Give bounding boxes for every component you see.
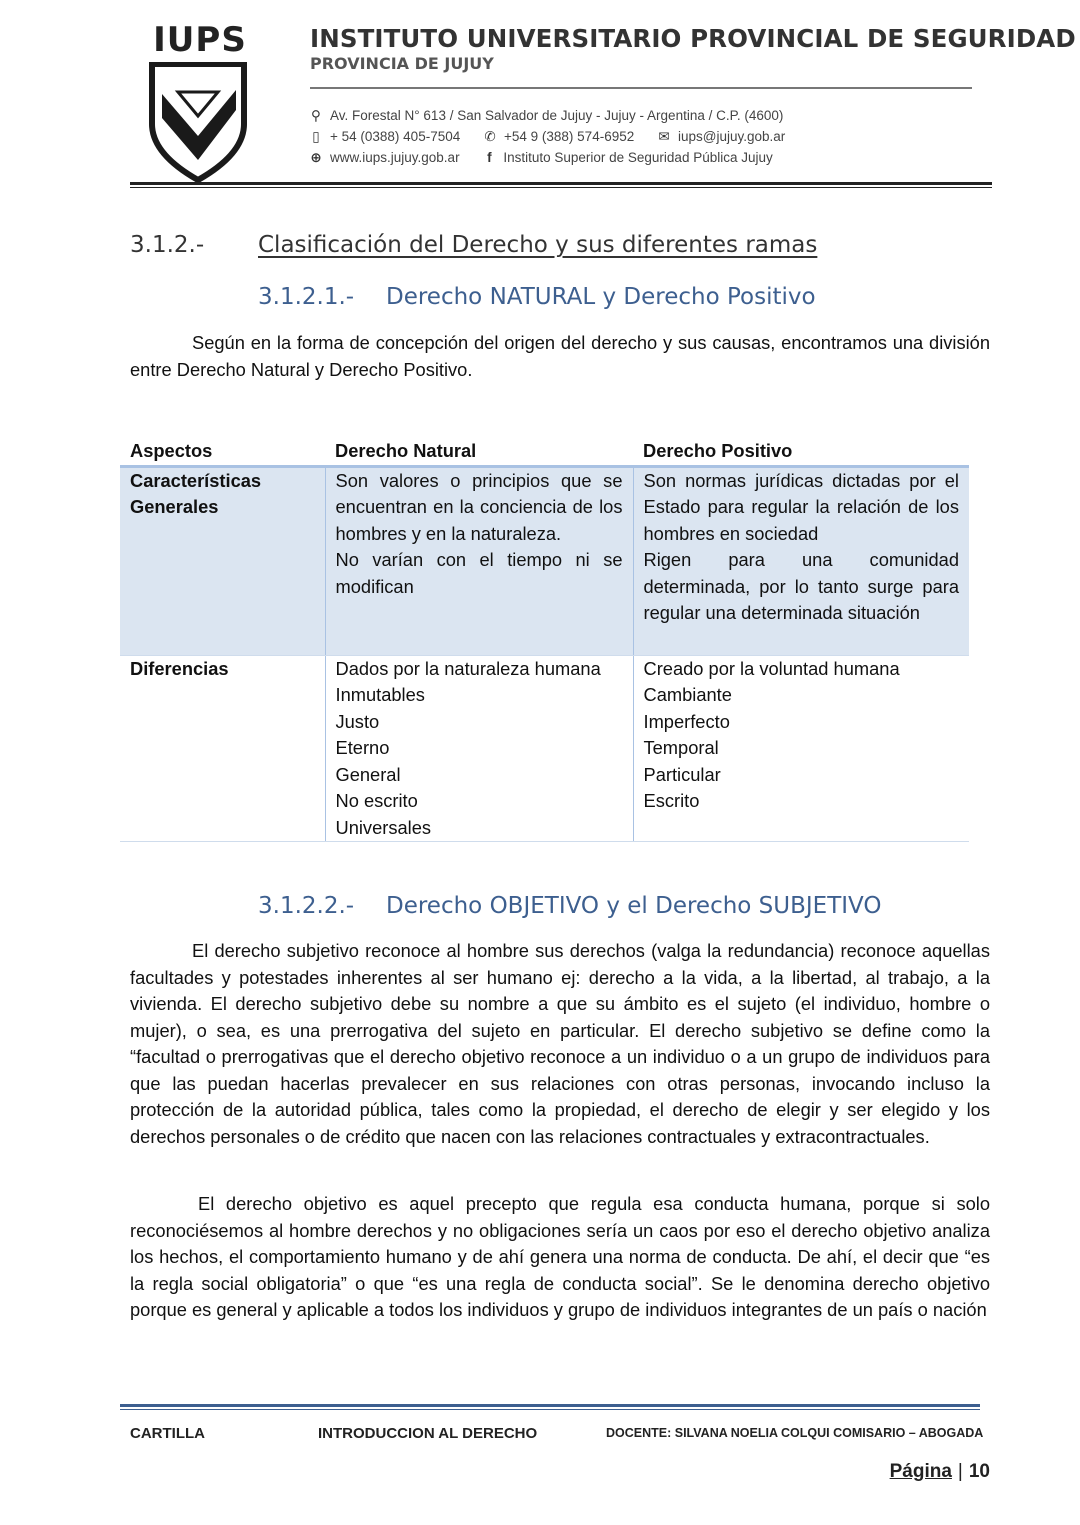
phone-icon: ▯: [312, 129, 320, 144]
page-separator: |: [957, 1461, 963, 1482]
header-rule-thick: [130, 182, 992, 185]
row-label-diferencias: Diferencias: [120, 655, 325, 842]
section-title: Clasificación del Derecho y sus diferentes ramas: [258, 232, 818, 258]
subsection-2-number: 3.1.2.2.-: [258, 893, 355, 919]
facebook-text: Instituto Superior de Seguridad Pública Jujuy: [503, 150, 773, 165]
cell-natural-caracteristicas: Son valores o principios que se encuentran en la conciencia de los hombres y en la naturaleza. No varían con el tiempo ni se modifican: [325, 466, 633, 655]
phone-text: + 54 (0388) 405-7504: [330, 129, 461, 144]
page-number: [890, 1461, 990, 1483]
shield-icon: [148, 62, 248, 182]
subsection-2-title: Derecho OBJETIVO y el Derecho SUBJETIVO: [386, 893, 882, 919]
cell-natural-diferencias: Dados por la naturaleza humana Inmutables Justo Eterno General No escrito Universales: [325, 655, 633, 842]
location-pin-icon: ⚲: [311, 108, 321, 123]
institution-province: PROVINCIA DE JUJUY: [310, 54, 494, 73]
institution-name: INSTITUTO UNIVERSITARIO PROVINCIAL DE SEGURIDAD: [310, 24, 1076, 53]
subsection-heading-1: [258, 284, 816, 310]
address-line: [308, 108, 783, 124]
cell-positivo-caracteristicas: Son normas jurídicas dictadas por el Estado para regular la relación de los hombres en sociedad Rigen para una comunidad determinada, por lo tanto surge para regular una determinada situación: [633, 466, 969, 655]
section-heading: [130, 232, 817, 258]
page-label: Página: [889, 1461, 952, 1482]
website-text: www.iups.jujuy.gob.ar: [330, 150, 460, 165]
table-header-row: [120, 438, 969, 466]
header-aspectos: Aspectos: [120, 438, 325, 466]
table-row: [120, 655, 969, 842]
email-icon: ✉: [658, 129, 670, 144]
facebook-icon: f: [487, 150, 492, 165]
subsection-1-number: 3.1.2.1.-: [258, 284, 355, 310]
objective-law-paragraph: El derecho objetivo es aquel precepto que regula esa conducta humana, porque si solo reconociésemos al hombre derechos y no obligaciones sería un caos por eso el derecho objetivo analiza los hechos, el comportamiento humano y de ahí genera una norma de conducta. De ahí, el decir que “es la regla social obligatoria” o que “es una regla de conducta social”. Se le denomina derecho objetivo porque es general y aplicable a todos los individuos y grupo de individuos integrantes de un país o nación: [130, 1193, 990, 1320]
footer-rule-thick: [120, 1404, 980, 1407]
table-row: [120, 466, 969, 655]
page-header: [130, 18, 1076, 190]
cell-positivo-diferencias: Creado por la voluntad humana Cambiante Imperfecto Temporal Particular Escrito: [633, 655, 969, 842]
section-number: 3.1.2.-: [130, 232, 205, 258]
iups-logo: [144, 18, 252, 183]
web-line: [308, 150, 773, 166]
whatsapp-text: +54 9 (388) 574-6952: [504, 129, 635, 144]
comparison-table: [120, 438, 969, 842]
whatsapp-icon: ✆: [484, 129, 496, 144]
subsection-heading-2: [258, 893, 881, 919]
intro-paragraph: Según en la forma de concepción del origen del derecho y sus causas, encontramos una división entre Derecho Natural y Derecho Positivo.: [130, 332, 990, 380]
footer-rule-thin: [120, 1409, 980, 1410]
header-derecho-positivo: Derecho Positivo: [633, 438, 969, 466]
page-number-value: 10: [968, 1461, 990, 1482]
email-text: iups@jujuy.gob.ar: [678, 129, 786, 144]
footer-center: INTRODUCCION AL DERECHO: [318, 1425, 538, 1442]
subjective-law-paragraph: El derecho subjetivo reconoce al hombre sus derechos (valga la redundancia) reconoce aquellas facultades y potestades inherentes al ser humano ej: derecho a la vida, a la libertad, al trabajo, a la vivienda. El derecho subjetivo debe su nombre a que su ámbito es el sujeto (el individuo, hombre o mujer), o sea, es una prerrogativa del sujeto en particular. El derecho subjetivo se define como la “facultad o prerrogativas que el derecho objetivo reconoce a un individuo o a un grupo de individuos para que las puedan hacerlas prevalecer en sus relaciones con otras personas, invocando incluso la protección de la autoridad pública, tales como la propiedad, el derecho de elegir y ser elegido y los derechos personales o de crédito que nacen con las relaciones contractuales y extracontractuales.: [130, 940, 990, 1147]
header-rule-thin: [130, 187, 992, 188]
subsection-1-title: Derecho NATURAL y Derecho Positivo: [386, 284, 816, 310]
header-divider: [310, 87, 972, 89]
phone-line: [308, 129, 785, 145]
logo-text: IUPS: [153, 20, 247, 60]
header-derecho-natural: Derecho Natural: [325, 438, 633, 466]
address-text: Av. Forestal N° 613 / San Salvador de Jujuy - Jujuy - Argentina / C.P. (4600): [330, 108, 784, 123]
footer-left: CARTILLA: [130, 1425, 205, 1442]
footer-right: DOCENTE: SILVANA NOELIA COLQUI COMISARIO – ABOGADA: [606, 1426, 984, 1440]
globe-icon: ⊕: [310, 150, 322, 165]
row-label-caracteristicas: Características Generales: [120, 466, 325, 655]
